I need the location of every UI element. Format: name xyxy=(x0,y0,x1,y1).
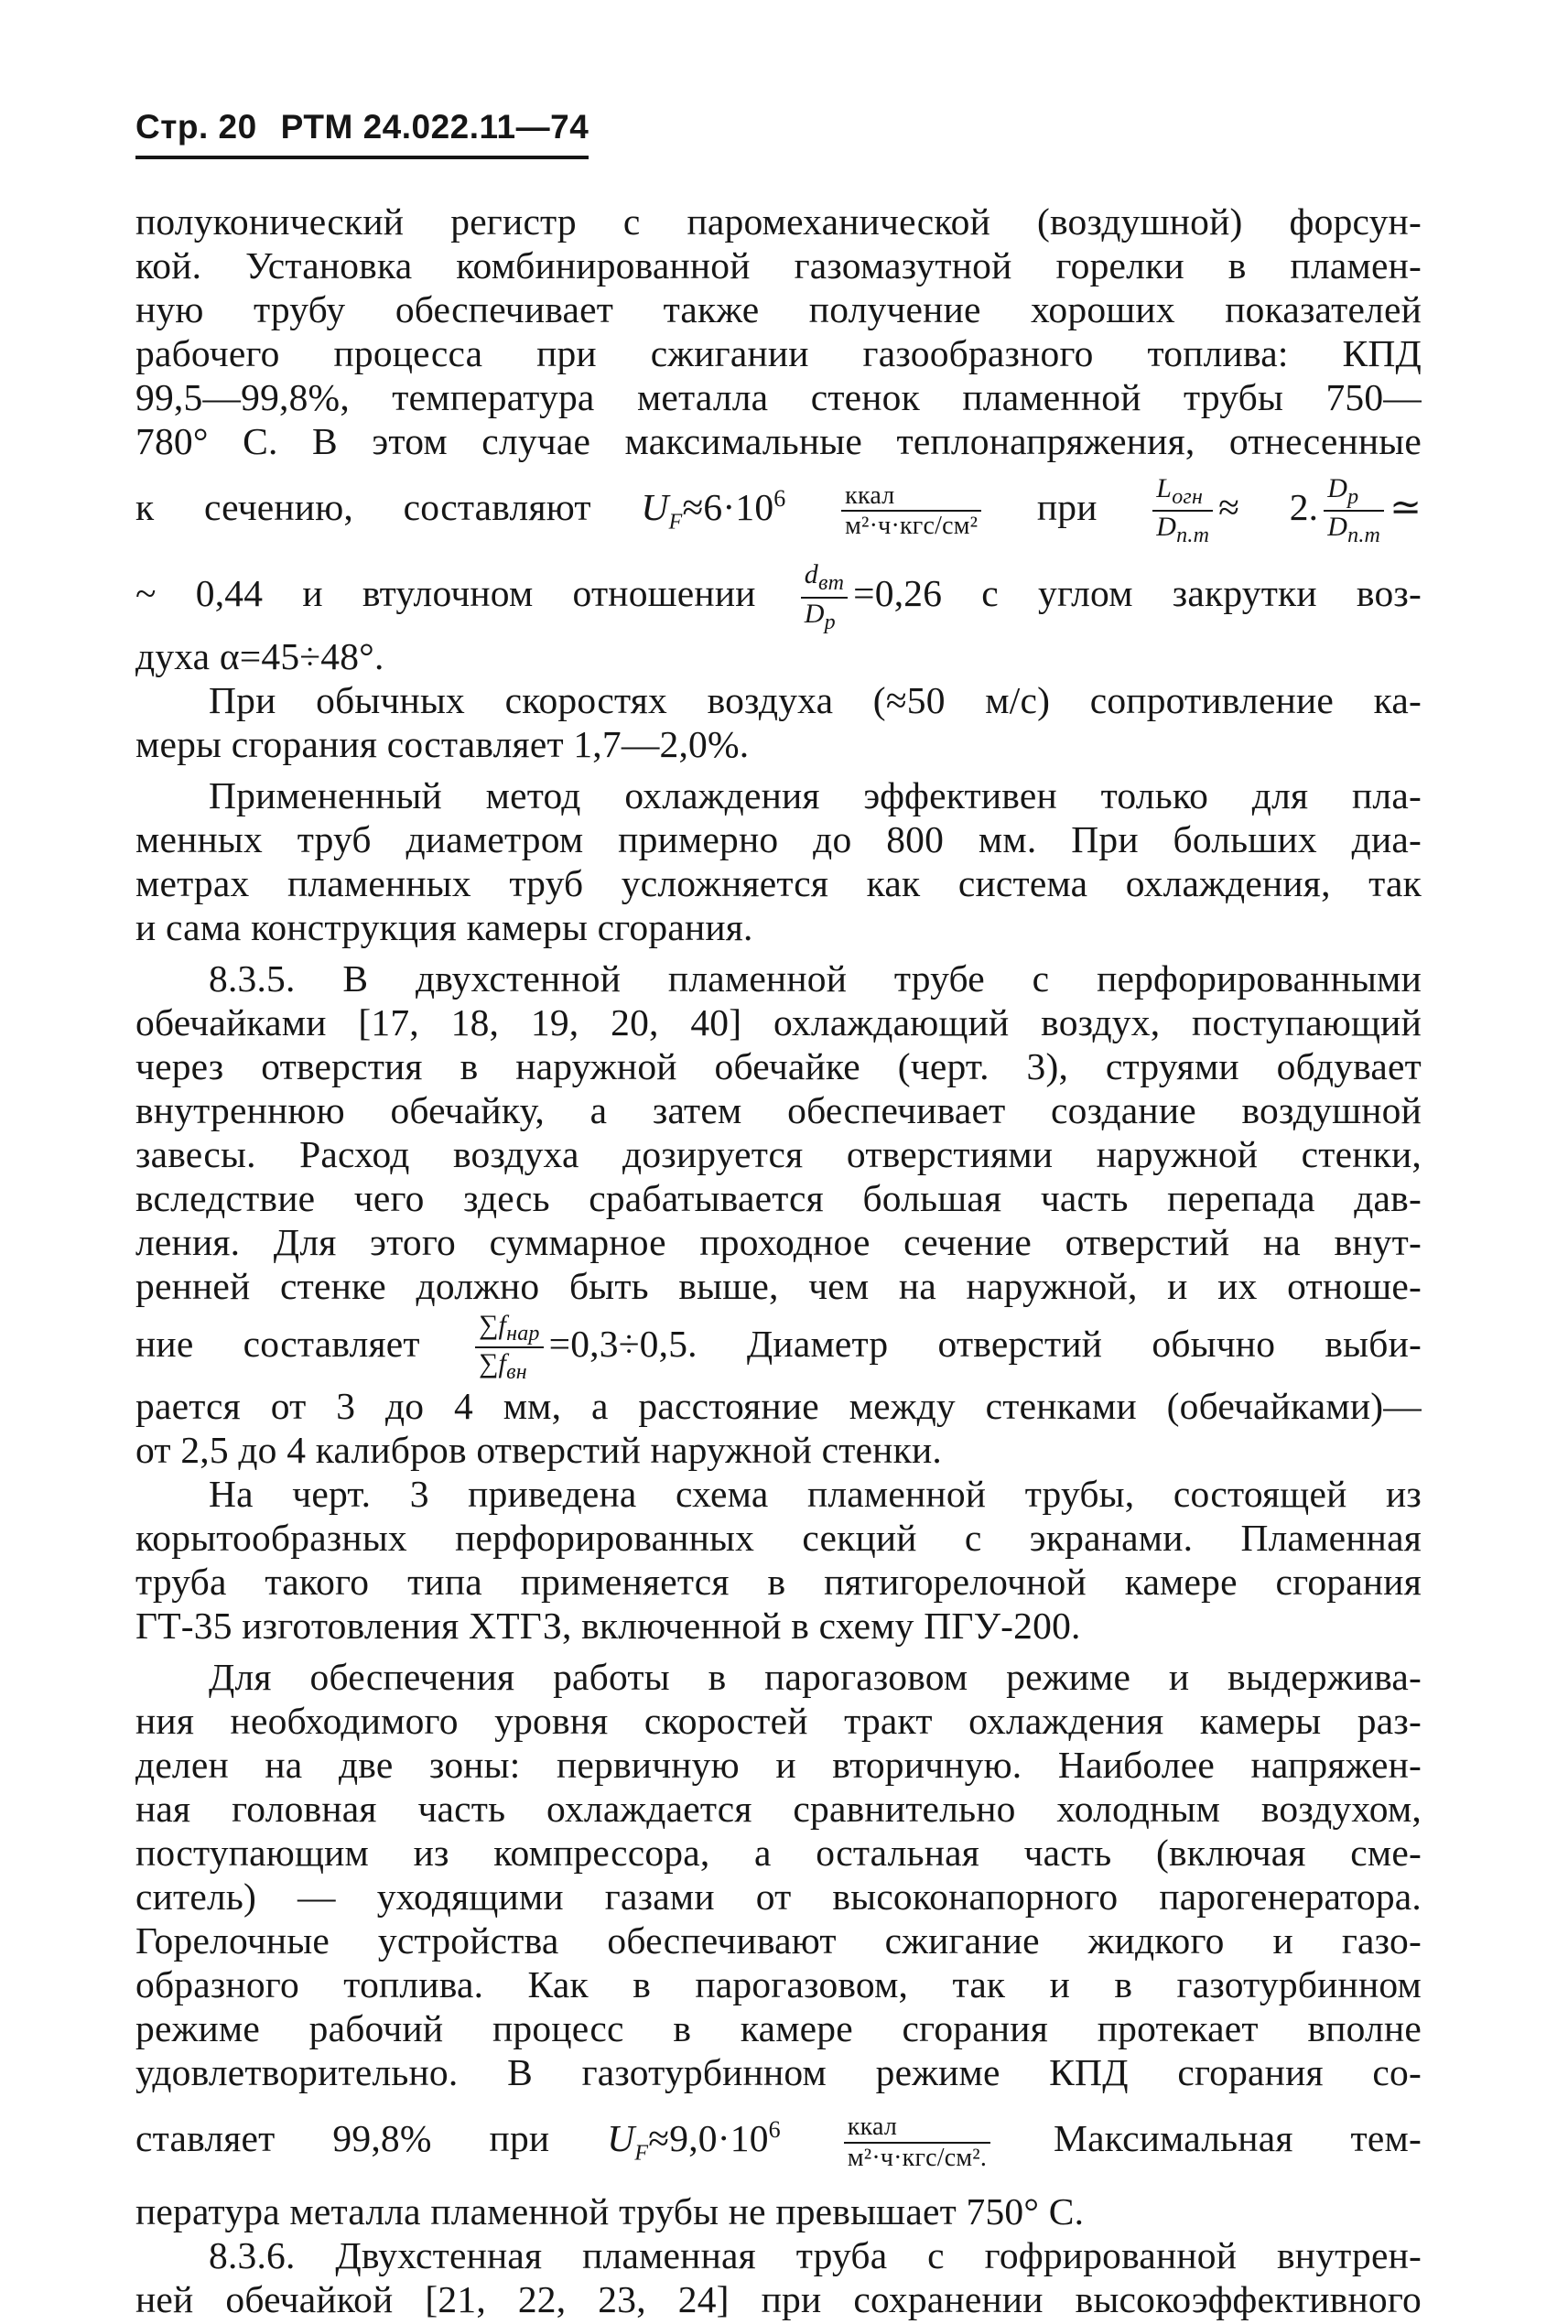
ratio-fraction: $\frac{\sum f_{нар}}{\sum f_{вн}}$ xyxy=(475,1311,544,1384)
document-code: РТМ 24.022.11—74 xyxy=(280,108,589,146)
text-line: Примененный метод охлаждения эффективен только для пла- xyxy=(209,773,1422,816)
formula-line: к сечению, составляют $U_F\approx 6\cdot 10^6$ $\frac{\text{ккал}}{\text{м²·ч·кгс/см²}}$ при $\frac{L_{огн}}{D_{п.т}}$ ≈ 2. $\frac{D_р}{D_{п.т}}$ ≃ xyxy=(135,473,1422,548)
text-line: 8.3.6. Двухстенная пламенная труба с гофрированной внутрен- xyxy=(209,2233,1422,2276)
text-line: полуконический регистр с паромеханической (воздушной) форсун- xyxy=(135,200,1422,243)
formula-line: ~ 0,44 и втулочном отношении $\frac{d_{вт}}{D_р}$ =0,26 с углом закрутки воз- xyxy=(135,559,1422,634)
ratio-fraction: $\frac{L_{огн}}{D_{п.т}}$ xyxy=(1152,474,1213,547)
text-line: 780° С. В этом случае максимальные теплонапряжения, отнесенные xyxy=(135,420,1422,462)
text-line: менных труб диаметром примерно до 800 мм. При больших диа- xyxy=(135,817,1422,860)
text-line: 99,5—99,8%, температура металла стенок пламенной трубы 750— xyxy=(135,376,1422,418)
text-line: внутреннюю обечайку, а затем обеспечивает создание воздушной xyxy=(135,1088,1422,1131)
page-header xyxy=(135,108,589,159)
text-line: метрах пламенных труб усложняется как система охлаждения, так xyxy=(135,861,1422,904)
text-line: ная головная часть охлаждается сравнительно холодным воздухом, xyxy=(135,1788,1422,1831)
text-line: труба такого типа применяется в пятигорелочной камере сгорания xyxy=(135,1561,1422,1604)
text-line: поступающим из компрессора, а остальная часть (включая сме- xyxy=(135,1832,1422,1875)
text-line: На черт. 3 приведена схема пламенной трубы, состоящей из xyxy=(209,1473,1422,1516)
text-line: от 2,5 до 4 калибров отверстий наружной стенки. xyxy=(135,1429,942,1472)
text-line: пература металла пламенной трубы не превышает 750° С. xyxy=(135,2189,1085,2232)
text-line: Для обеспечения работы в парогазовом режиме и выдержива- xyxy=(209,1656,1422,1699)
text-line: При обычных скоростях воздуха (≈50 м/с) сопротивление ка- xyxy=(209,678,1422,721)
text-line: ления. Для этого суммарное проходное сечение отверстий на внут- xyxy=(135,1220,1422,1263)
ratio-fraction: $\frac{D_р}{D_{п.т}}$ xyxy=(1324,474,1384,547)
text-line: режиме рабочий процесс в камере сгорания протекает вполне xyxy=(135,2007,1422,2050)
unit-fraction: $\frac{\text{ккал}}{\text{м²·ч·кгс/см²}}$ xyxy=(841,482,981,540)
text-line: меры сгорания составляет 1,7—2,0%. xyxy=(135,722,750,765)
text-line: через отверстия в наружной обечайке (черт. 3), струями обдувает xyxy=(135,1044,1422,1087)
text-line: рабочего процесса при сжигании газообразного топлива: КПД xyxy=(135,332,1422,374)
text-line: рается от 3 до 4 мм, а расстояние между стенками (обечайками)— xyxy=(135,1385,1422,1428)
text-line: Горелочные устройства обеспечивают сжигание жидкого и газо- xyxy=(135,1919,1422,1962)
ratio-fraction: $\frac{d_{вт}}{D_р}$ xyxy=(801,560,848,633)
text-line: ния необходимого уровня скоростей тракт охлаждения камеры раз- xyxy=(135,1700,1422,1743)
unit-fraction: $\frac{\text{ккал}}{\text{м²·ч·кгс/см².}}$ xyxy=(844,2113,990,2171)
text-line: духа α=45÷48°. xyxy=(135,634,384,677)
text-line: обечайками [17, 18, 19, 20, 40] охлаждающий воздух, поступающий xyxy=(135,1000,1422,1043)
formula-uf: $U_F$ xyxy=(641,485,683,535)
text-line: 8.3.5. В двухстенной пламенной трубе с перфорированными xyxy=(209,957,1422,1000)
text-line: удовлетворительно. В газотурбинном режиме КПД сгорания со- xyxy=(135,2051,1422,2094)
text-line: делен на две зоны: первичную и вторичную. Наиболее напряжен- xyxy=(135,1744,1422,1787)
text-line: завесы. Расход воздуха дозируется отверстиями наружной стенки, xyxy=(135,1132,1422,1175)
text-line: ную трубу обеспечивает также получение хороших показателей xyxy=(135,288,1422,330)
text-line: ней обечайкой [21, 22, 23, 24] при сохранении высокоэффективного xyxy=(135,2277,1422,2320)
text-line: ренней стенке должно быть выше, чем на наружной, и их отноше- xyxy=(135,1264,1422,1307)
text-line: кой. Установка комбинированной газомазутной горелки в пламен- xyxy=(135,244,1422,286)
page-number: Стр. 20 xyxy=(135,108,257,146)
text-line: образного топлива. Как в парогазовом, так и в газотурбинном xyxy=(135,1963,1422,2006)
formula-line: ставляет 99,8% при $U_F\approx 9,0\cdot 10^6$ $\frac{\text{ккал}}{\text{м²·ч·кгс/см².}}$ Максимальная тем- xyxy=(135,2113,1422,2172)
text-line: вследствие чего здесь срабатывается большая часть перепада дав- xyxy=(135,1176,1422,1219)
text-line: ГТ-35 изготовления ХТГЗ, включенной в схему ПГУ-200. xyxy=(135,1605,1081,1648)
body-text xyxy=(135,200,1422,2321)
text-line: корытообразных перфорированных секций с экранами. Пламенная xyxy=(135,1517,1422,1560)
text-line: ситель) — уходящими газами от высоконапорного парогенератора. xyxy=(135,1875,1422,1919)
text-line: и сама конструкция камеры сгорания. xyxy=(135,905,753,948)
formula-line: ние составляет $\frac{\sum f_{нар}}{\sum f_{вн}}$ =0,3÷0,5. Диаметр отверстий обычно выби- xyxy=(135,1310,1422,1385)
